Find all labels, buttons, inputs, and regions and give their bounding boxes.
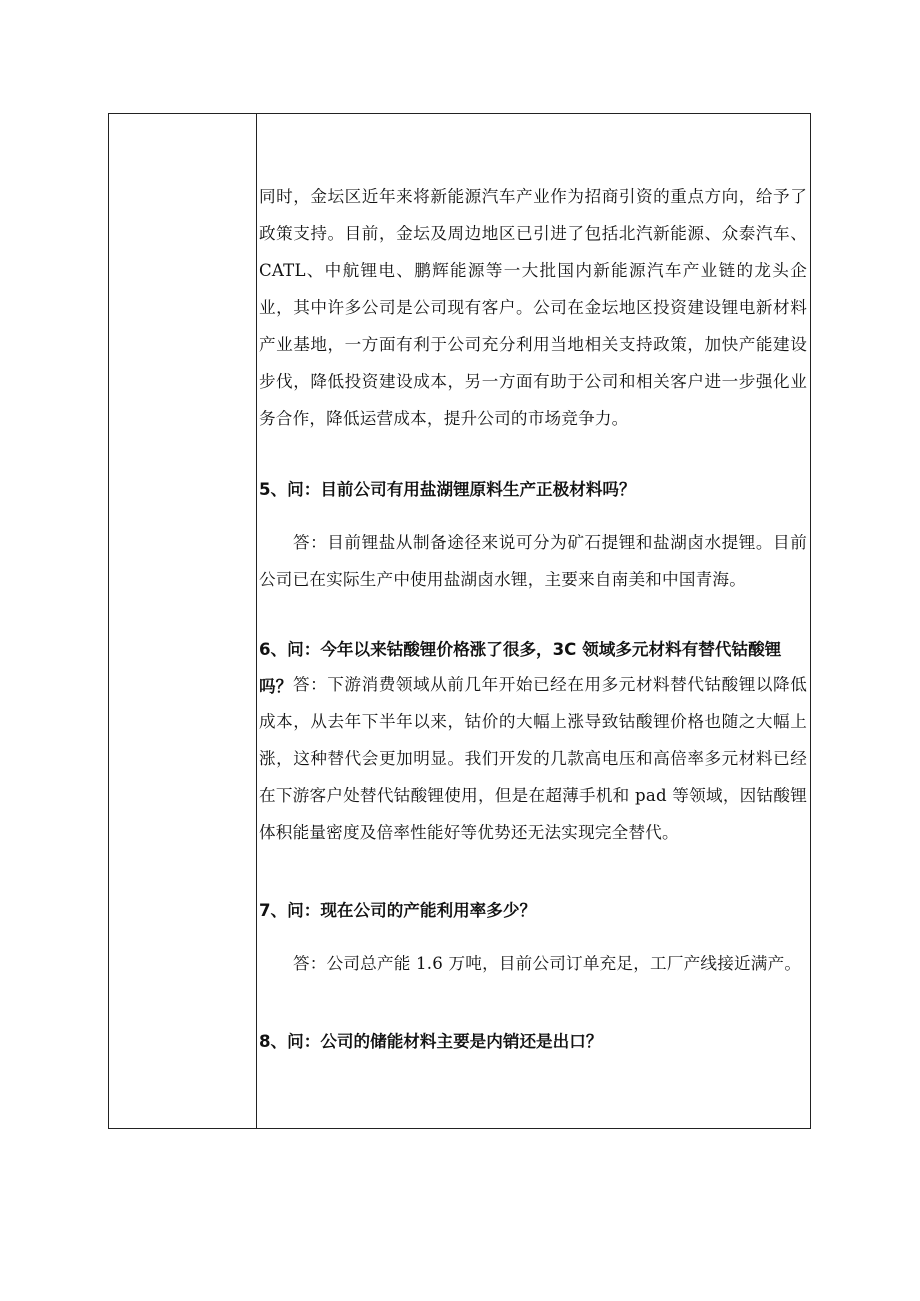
question-6: 6、问：今年以来钴酸锂价格涨了很多，3C 领域多元材料有替代钴酸锂吗？: [259, 640, 782, 696]
question-8: 8、问：公司的储能材料主要是内销还是出口？: [259, 1032, 603, 1051]
answer-6: 答：下游消费领域从前几年开始已经在用多元材料替代钴酸锂以降低成本，从去年下半年以来，钴价的大幅上涨导致钴酸锂价格也随之大幅上涨，这种替代会更加明显。我们开发的几款高电压和高倍率多元材料已经在下游客户处替代钴酸锂使用，但是在超薄手机和 pad 等领域，因钴酸锂体积能量密度及倍率性能好等优势还无法实现完全替代。: [259, 675, 807, 842]
table-content-column: [257, 114, 810, 1128]
answer-7: 答：公司总产能 1.6 万吨，目前公司订单充足，工厂产线接近满产。: [293, 954, 802, 973]
answer-5: 答：目前锂盐从制备途径来说可分为矿石提锂和盐湖卤水提锂。目前公司已在实际生产中使用盐湖卤水锂，主要来自南美和中国青海。: [259, 533, 807, 589]
table-left-column: [109, 114, 257, 1128]
question-7: 7、问：现在公司的产能利用率多少？: [259, 901, 537, 920]
question-5: 5、问：目前公司有用盐湖锂原料生产正极材料吗？: [259, 480, 636, 499]
qa-table: [108, 113, 811, 1129]
intro-paragraph: 同时，金坛区近年来将新能源汽车产业作为招商引资的重点方向，给予了政策支持。目前，金坛及周边地区已引进了包括北汽新能源、众泰汽车、CATL、中航锂电、鹏辉能源等一大批国内新能源汽车产业链的龙头企业，其中许多公司是公司现有客户。公司在金坛地区投资建设锂电新材料产业基地，一方面有利于公司充分利用当地相关支持政策，加快产能建设步伐，降低投资建设成本，另一方面有助于公司和相关客户进一步强化业务合作，降低运营成本，提升公司的市场竞争力。: [259, 187, 807, 428]
